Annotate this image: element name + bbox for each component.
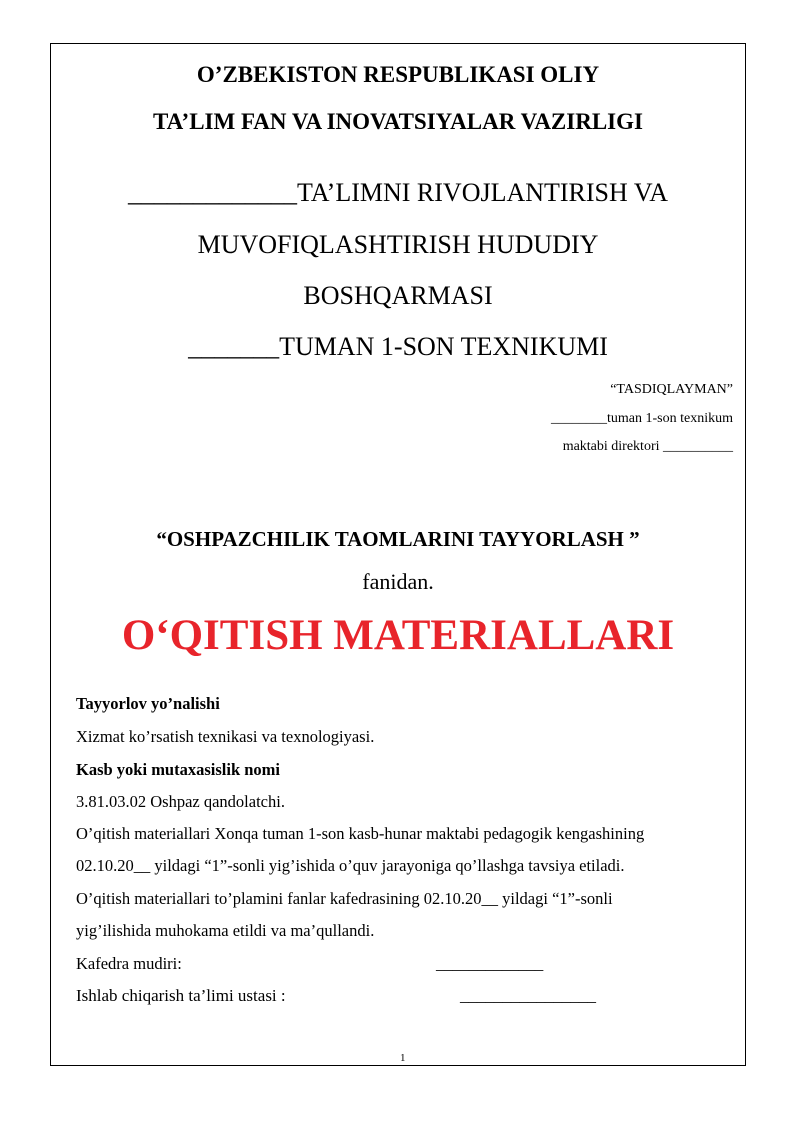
paragraph-1-line-1: O’qitish materiallari Xonqa tuman 1-son kasb-hunar maktabi pedagogik kengashining [76,824,645,843]
region-line-1: _____________TA’LIMNI RIVOJLANTIRISH VA [127,178,669,207]
profession-label: Kasb yoki mutaxasislik nomi [76,760,281,779]
materials-title: O‘QITISH MATERIALLARI [121,612,675,659]
course-name: “OSHPAZCHILIK TAOMLARINI TAYYORLASH ” [156,527,640,551]
ministry-line-1: O’ZBEKISTON RESPUBLIKASI OLIY [196,62,600,87]
page-number: 1 [400,1052,406,1064]
paragraph-2-line-2: yig’ilishida muhokama etildi va ma’qullandi. [76,921,375,940]
approval-title: “TASDIQLAYMAN” [610,382,733,397]
direction-value: Xizmat ko’rsatish texnikasi va texnologiyasi. [76,727,375,746]
production-master-label: Ishlab chiqarish ta’limi ustasi : [76,986,286,1005]
profession-value: 3.81.03.02 Oshpaz qandolatchi. [76,792,285,811]
ministry-line-2: TA’LIM FAN VA INOVATSIYALAR VAZIRLIGI [153,109,643,134]
school-line: _______TUMAN 1-SON TEXNIKUMI [188,332,608,361]
approval-line-2: maktabi direktori __________ [562,439,733,454]
head-of-department-label: Kafedra mudiri: [76,954,182,973]
paragraph-2-line-1: O’qitish materiallari to’plamini fanlar kafedrasining 02.10.20__ yildagi “1”-sonli [76,889,613,908]
course-suffix: fanidan. [362,569,434,594]
paragraph-1-line-2: 02.10.20__ yildagi “1”-sonli yig’ishida o’quv jarayoniga qo’llashga tavsiya etiladi. [76,856,625,875]
approval-line-1: ________tuman 1-son texnikum [551,411,733,426]
head-of-department-signature-line: _____________ [436,954,544,973]
region-line-2: MUVOFIQLASHTIRISH HUDUDIY [197,230,599,259]
production-master-signature-line: ________________ [460,986,596,1005]
direction-label: Tayyorlov yo’nalishi [76,694,220,713]
region-line-3: BOSHQARMASI [303,281,493,310]
